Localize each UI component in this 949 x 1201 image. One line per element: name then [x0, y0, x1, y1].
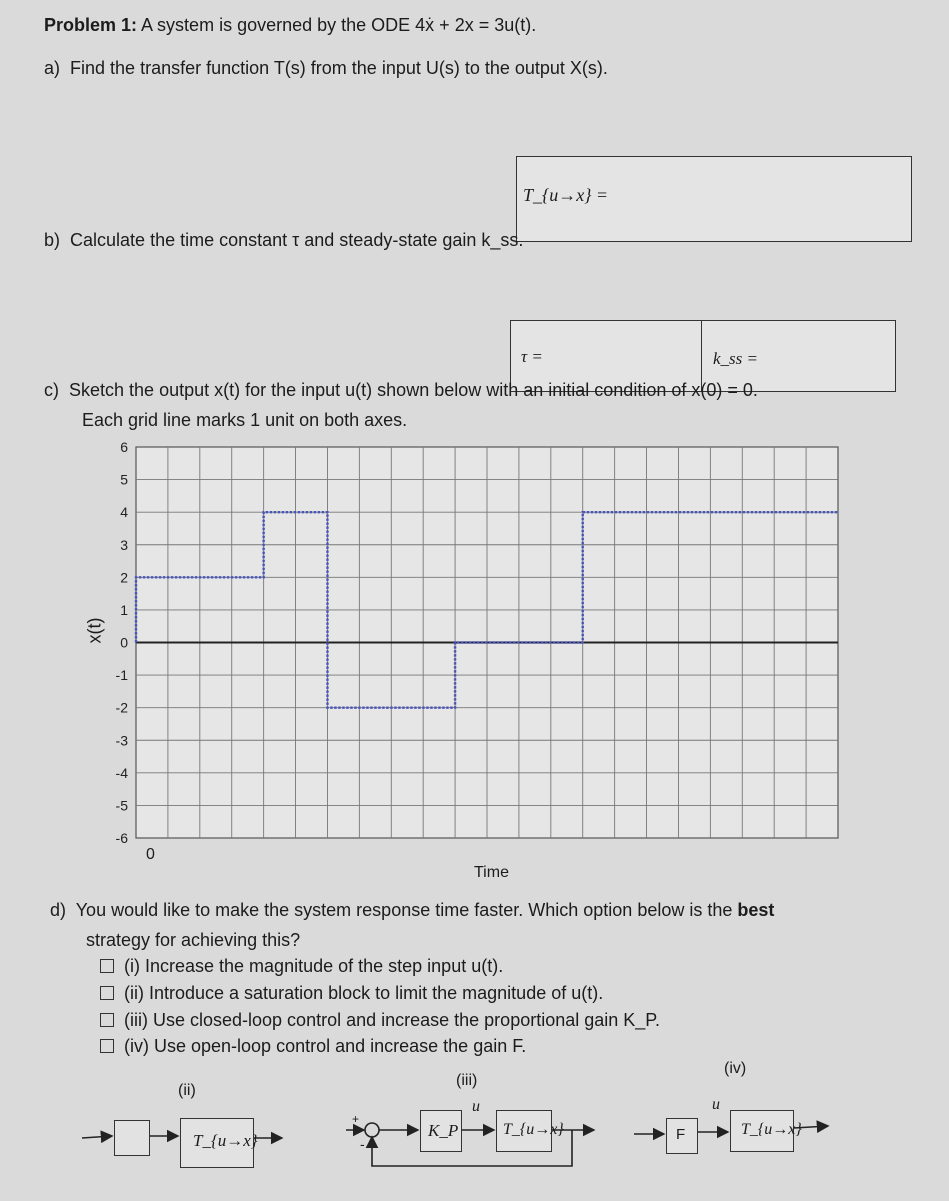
- part-c-label: c): [44, 380, 59, 400]
- ii-plant-label: T_{u→x}: [193, 1131, 258, 1150]
- y-tick-label: 3: [120, 536, 128, 553]
- diagram-ii-label: (ii): [178, 1082, 196, 1099]
- y-tick-label: -3: [115, 732, 128, 749]
- y-tick-label: -5: [115, 797, 128, 814]
- y-tick-label: -4: [115, 764, 128, 781]
- y-tick-label: 5: [120, 471, 128, 488]
- part-d-label: d): [50, 900, 67, 920]
- y-tick-label: -6: [115, 830, 128, 846]
- iii-plant-label: T_{u→x}: [503, 1121, 564, 1138]
- y-tick-label: 2: [120, 569, 128, 586]
- transfer-function-label: T_{u→x} =: [523, 185, 609, 205]
- sum-plus-sign: +: [352, 1112, 360, 1126]
- y-tick-label: 4: [120, 504, 128, 521]
- sum-minus-sign: -: [360, 1136, 365, 1152]
- part-d-text-line2: strategy for achieving this?: [86, 930, 301, 950]
- diagram-iii-label: (iii): [456, 1072, 478, 1089]
- part-a-text: Find the transfer function T(s) from the input U(s) to the output X(s).: [70, 58, 608, 78]
- y-tick-label: 1: [120, 601, 128, 618]
- part-b-text: Calculate the time constant τ and steady-state gain k_ss.: [70, 230, 524, 250]
- option-label: (i) Increase the magnitude of the step input u(t).: [124, 956, 504, 976]
- summing-junction-icon: [365, 1123, 379, 1137]
- kp-gain-block: [420, 1110, 462, 1152]
- kss-label: k_ss =: [713, 349, 758, 368]
- option-label: (ii) Introduce a saturation block to limit the magnitude of u(t).: [124, 983, 604, 1003]
- chart-x-origin-label: 0: [146, 846, 155, 863]
- y-tick-label: -2: [115, 699, 128, 716]
- chart-y-axis-label: x(t): [84, 617, 105, 644]
- tau-label: τ =: [521, 347, 543, 366]
- iv-plant-label: T_{u→x}: [741, 1121, 802, 1138]
- ii-plant-block: [180, 1118, 258, 1168]
- part-d-bold-word: best: [737, 900, 775, 920]
- part-c-text-line1: Sketch the output x(t) for the input u(t) shown below with an initial condition of x(0) = 0.: [69, 380, 758, 400]
- y-tick-label: -1: [115, 667, 128, 684]
- part-c-text-line2: Each grid line marks 1 unit on both axes.: [82, 410, 408, 430]
- part-b-label: b): [44, 230, 61, 250]
- chart-x-axis-label: Time: [474, 864, 509, 881]
- f-label: F: [676, 1126, 686, 1143]
- iv-u-label: u: [712, 1096, 720, 1113]
- kp-label: K_P: [428, 1121, 459, 1140]
- part-a-label: a): [44, 58, 61, 78]
- iii-u-label: u: [472, 1098, 480, 1115]
- ii-input-arrow: [82, 1136, 112, 1138]
- f-gain-block: [666, 1118, 698, 1154]
- problem-statement: A system is governed by the ODE 4ẋ + 2x = 3u(t).: [141, 15, 537, 35]
- part-d-text-line1: You would like to make the system response time faster. Which option below is the: [75, 900, 738, 920]
- saturation-block: [114, 1120, 150, 1156]
- diagram-iv-label: (iv): [724, 1060, 747, 1077]
- y-tick-label: 0: [120, 634, 128, 651]
- option-label: (iv) Use open-loop control and increase the gain F.: [124, 1036, 527, 1056]
- y-tick-label: 6: [120, 439, 128, 455]
- iii-plant-block: [496, 1110, 564, 1152]
- iv-plant-block: [730, 1110, 802, 1152]
- problem-title: Problem 1:: [44, 15, 138, 35]
- option-label: (iii) Use closed-loop control and increase the proportional gain K_P.: [124, 1010, 660, 1030]
